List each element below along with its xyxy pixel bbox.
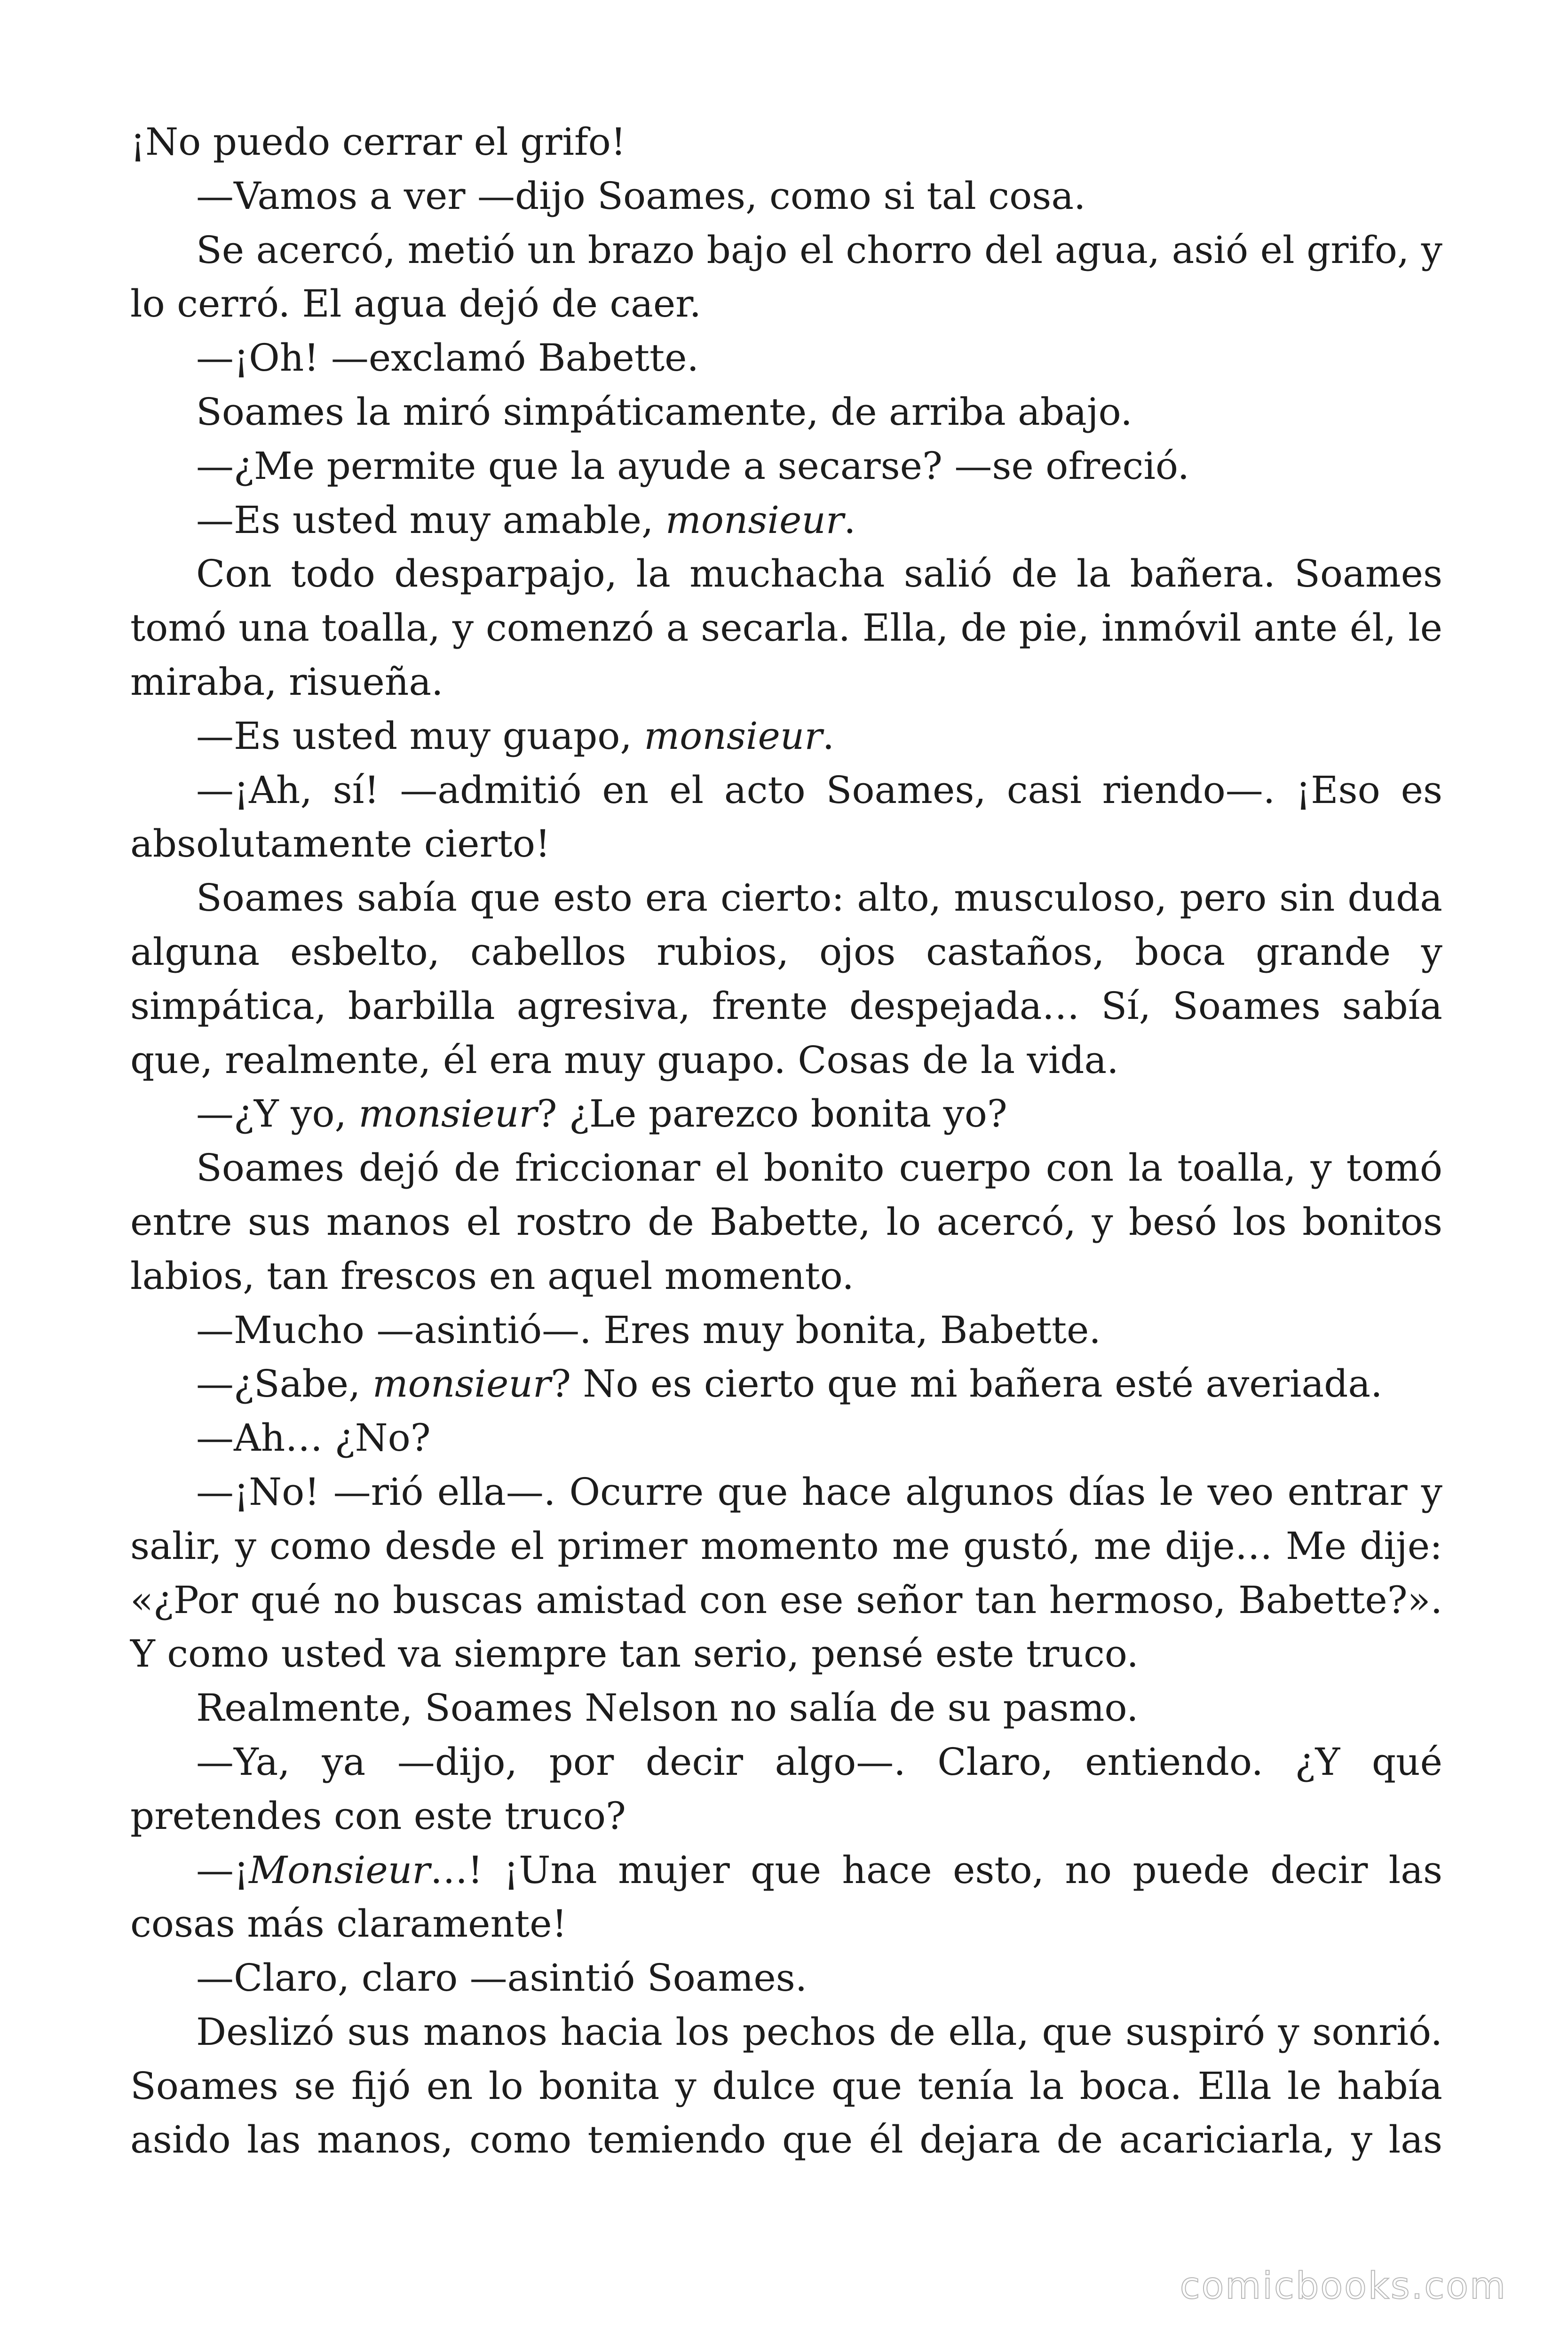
text-run: . (844, 498, 856, 542)
text-run: —Ah… ¿No? (196, 1416, 431, 1460)
text-run: ¡No puedo cerrar el grifo! (130, 120, 626, 164)
text-run: —¡No! —rió ella—. Ocurre que hace algunos días le veo entrar y salir, y como desde el primer momento me gustó, me dije… Me dije: «¿Por qué no buscas amistad con ese señor tan hermoso, Babette?». Y como usted va siempre tan serio, pensé este truco. (130, 1470, 1442, 1676)
paragraph (130, 1951, 1442, 2005)
italic-text: monsieur (644, 714, 823, 758)
paragraph (130, 169, 1442, 223)
text-run: Soames sabía que esto era cierto: alto, musculoso, pero sin duda alguna esbelto, cabellos rubios, ojos castaños, boca grande y simpática, barbilla agresiva, frente despejada… Sí, Soames sabía que, realmente, él era muy guapo. Cosas de la vida. (130, 876, 1442, 1082)
text-run: Soames la miró simpáticamente, de arriba abajo. (196, 389, 1132, 434)
paragraph (130, 439, 1442, 493)
paragraph (130, 223, 1442, 332)
paragraph (130, 385, 1442, 439)
text-run: —¡Oh! —exclamó Babette. (196, 336, 699, 380)
paragraph (130, 709, 1442, 763)
italic-text: Monsieur (249, 1848, 430, 1892)
text-run: —¿Me permite que la ayude a secarse? —se ofreció. (196, 444, 1190, 488)
paragraph (130, 1141, 1442, 1303)
text-run: —Es usted muy guapo, (196, 714, 644, 758)
text-run: Deslizó sus manos hacia los pechos de ella, que suspiró y sonrió. Soames se fijó en lo bonita y dulce que tenía la boca. Ella le había asido las manos, como temiendo que él dejara de acariciarla, y las (130, 2010, 1442, 2162)
text-run: —Ya, ya —dijo, por decir algo—. Claro, entiendo. ¿Y qué pretendes con este truco? (130, 1740, 1442, 1838)
text-run: Con todo desparpajo, la muchacha salió de la bañera. Soames tomó una toalla, y comenzó a secarla. Ella, de pie, inmóvil ante él, le miraba, risueña. (130, 552, 1442, 704)
text-run: ? No es cierto que mi bañera esté averiada. (551, 1362, 1383, 1406)
text-run: —Claro, claro —asintió Soames. (196, 1956, 808, 2000)
paragraph (130, 1735, 1442, 1843)
text-run: Soames dejó de friccionar el bonito cuerpo con la toalla, y tomó entre sus manos el rostro de Babette, lo acercó, y besó los bonitos labios, tan frescos en aquel momento. (130, 1146, 1442, 1298)
text-run: ? ¿Le parezco bonita yo? (537, 1092, 1007, 1136)
paragraph (130, 763, 1442, 872)
paragraph (130, 1303, 1442, 1358)
paragraph (130, 1465, 1442, 1681)
italic-text: monsieur (372, 1362, 551, 1406)
book-page-text (130, 115, 1442, 2167)
paragraph (130, 1411, 1442, 1465)
paragraph (130, 547, 1442, 709)
text-run: Se acercó, metió un brazo bajo el chorro del agua, asió el grifo, y lo cerró. El agua dejó de caer. (130, 228, 1442, 326)
paragraph (130, 493, 1442, 548)
text-run: —¿Y yo, (196, 1092, 359, 1136)
text-run: —¡Ah, sí! —admitió en el acto Soames, casi riendo—. ¡Eso es absolutamente cierto! (130, 768, 1442, 866)
paragraph (130, 115, 1442, 169)
italic-text: monsieur (358, 1092, 537, 1136)
text-run: —Mucho —asintió—. Eres muy bonita, Babette. (196, 1308, 1101, 1352)
paragraph (130, 2005, 1442, 2167)
text-run: Realmente, Soames Nelson no salía de su pasmo. (196, 1686, 1139, 1730)
text-run: —Vamos a ver —dijo Soames, como si tal cosa. (196, 174, 1086, 218)
paragraph (130, 331, 1442, 385)
paragraph (130, 1087, 1442, 1141)
text-run: …! ¡Una mujer que hace esto, no puede decir las cosas más claramente! (130, 1848, 1442, 1946)
text-run: —¡ (196, 1848, 249, 1892)
paragraph (130, 871, 1442, 1087)
text-run: —Es usted muy amable, (196, 498, 665, 542)
paragraph (130, 1843, 1442, 1952)
italic-text: monsieur (665, 498, 844, 542)
watermark: comicbooks.com (1180, 2265, 1507, 2307)
text-run: —¿Sabe, (196, 1362, 372, 1406)
text-run: . (822, 714, 834, 758)
paragraph (130, 1357, 1442, 1411)
paragraph (130, 1681, 1442, 1735)
